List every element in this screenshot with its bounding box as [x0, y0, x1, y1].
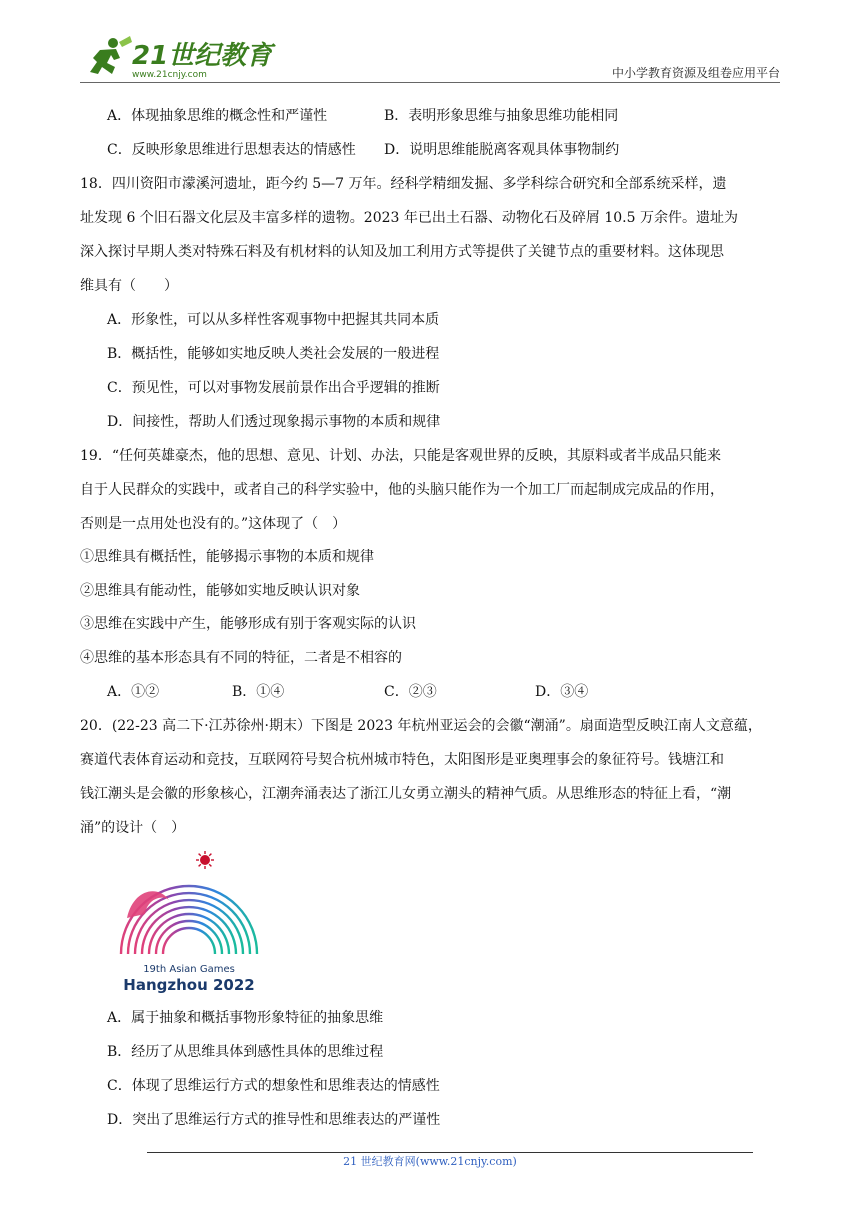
- q18-option-c: C．预见性，可以对事物发展前景作出合乎逻辑的推断: [107, 380, 440, 396]
- q20-stem-line-2: 赛道代表体育运动和竞技，互联网符号契合杭州城市特色，太阳图形是亚奥理事会的象征符号。钱塘江和: [80, 752, 724, 768]
- q19-statement-4: ④思维的基本形态具有不同的特征，二者是不相容的: [80, 650, 402, 666]
- q19-statement-1: ①思维具有概括性，能够揭示事物的本质和规律: [80, 549, 374, 565]
- q19-statement-3: ③思维在实践中产生，能够形成有别于客观实际的认识: [80, 616, 416, 632]
- q18-stem-line-2: 址发现 6 个旧石器文化层及丰富多样的遗物。2023 年已出土石器、动物化石及碎屑 10.5 万余件。遗址为: [80, 210, 738, 226]
- hangzhou-asian-games-emblem: [117, 848, 262, 996]
- q19-stem-line-1: 19．“任何英雄豪杰，他的思想、意见、计划、办法，只能是客观世界的反映，其原料或者半成品只能来: [80, 448, 721, 464]
- q19-stem-line-3: 否则是一点用处也没有的。”这体现了（ ）: [80, 516, 347, 532]
- q20-option-a: A．属于抽象和概括事物形象特征的抽象思维: [107, 1010, 384, 1026]
- header-divider: [80, 82, 780, 83]
- q18-option-a: A．形象性，可以从多样性客观事物中把握其共同本质: [107, 312, 440, 328]
- q18-option-d: D．间接性，帮助人们透过现象揭示事物的本质和规律: [107, 414, 441, 430]
- q19-option-b: B．①④: [232, 684, 285, 700]
- oca-sun-icon: [196, 851, 214, 869]
- 21cnjy-logo: [80, 34, 280, 80]
- q18-option-b: B．概括性，能够如实地反映人类社会发展的一般进程: [107, 346, 440, 362]
- platform-title: 中小学教育资源及组卷应用平台: [611, 66, 780, 80]
- page-header: [80, 30, 780, 82]
- q20-option-d: D．突出了思维运行方式的推导性和思维表达的严谨性: [107, 1112, 441, 1128]
- q20-stem-line-3: 钱江潮头是会徽的形象核心，江潮奔涌表达了浙江儿女勇立潮头的精神气质。从思维形态的特征上看，“潮: [80, 786, 732, 802]
- q19-option-a: A．①②: [107, 684, 160, 700]
- svg-text:www.21cnjy.com: www.21cnjy.com: [132, 70, 207, 80]
- q20-option-b: B．经历了从思维具体到感性具体的思维过程: [107, 1044, 384, 1060]
- q17-option-c: C．反映形象思维进行思想表达的情感性: [107, 142, 356, 158]
- q20-stem-line-4: 涌”的设计（ ）: [80, 820, 186, 836]
- q17-option-b: B．表明形象思维与抽象思维功能相同: [384, 108, 619, 124]
- q19-stem-line-2: 自于人民群众的实践中，或者自己的科学实验中，他的头脑只能作为一个加工厂而起制成完成品的作用，: [80, 482, 724, 498]
- q19-statement-2: ②思维具有能动性，能够如实地反映认识对象: [80, 583, 360, 599]
- svg-text:21世纪教育: 21世纪教育: [132, 41, 273, 71]
- footer-link[interactable]: 21 世纪教育网(www.21cnjy.com): [343, 1155, 517, 1168]
- q20-stem-line-1: 20．(22-23 高二下·江苏徐州·期末）下图是 2023 年杭州亚运会的会徽“潮涌”。扇面造型反映江南人文意蕴，: [80, 718, 762, 734]
- q19-option-c: C．②③: [384, 684, 437, 700]
- q20-option-c: C．体现了思维运行方式的想象性和思维表达的情感性: [107, 1078, 440, 1094]
- q17-option-d: D．说明思维能脱离客观具体事物制约: [384, 142, 620, 158]
- q18-stem-line-4: 维具有（ ）: [80, 278, 178, 294]
- runner-icon: [90, 36, 132, 74]
- q18-stem-line-3: 深入探讨早期人类对特殊石料及有机材料的认知及加工利用方式等提供了关键节点的重要材料。这体现思: [80, 244, 724, 260]
- q18-stem-line-1: 18．四川资阳市濛溪河遗址，距今约 5—7 万年。经科学精细发掘、多学科综合研究和全部系统采样，遗: [80, 176, 727, 192]
- q19-option-d: D．③④: [535, 684, 589, 700]
- q17-option-a: A．体现抽象思维的概念性和严谨性: [107, 108, 328, 124]
- svg-text:Hangzhou 2022: Hangzhou 2022: [123, 976, 255, 994]
- svg-text:19th Asian Games: 19th Asian Games: [143, 964, 235, 975]
